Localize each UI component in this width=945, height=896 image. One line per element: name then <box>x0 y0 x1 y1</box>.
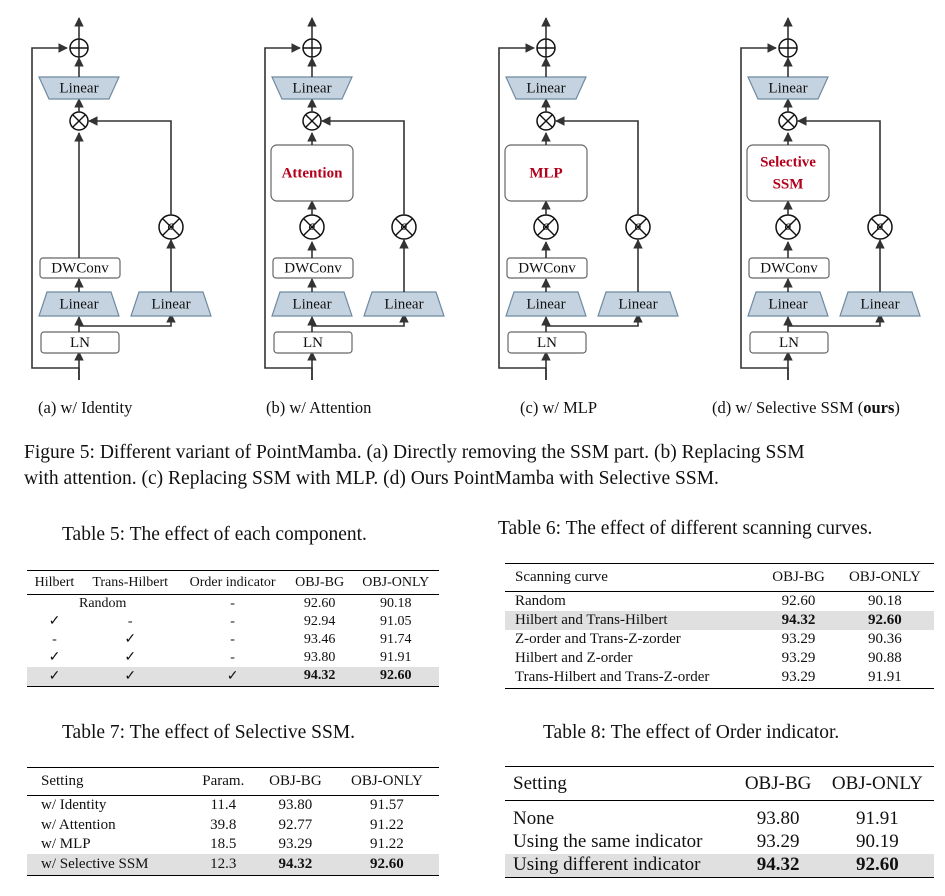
linear-gate-label: Linear <box>151 296 191 313</box>
linear-in-label: Linear <box>768 296 808 313</box>
middle-label-line2: SSM <box>772 176 804 193</box>
table6 <box>505 563 934 689</box>
table-row: Using the same indicator 93.29 90.19 <box>513 831 899 852</box>
linear-out-label: Linear <box>292 80 332 97</box>
sigma-main: σ <box>542 219 550 235</box>
dwconv-box-label: DWConv <box>518 260 576 277</box>
table-row: Trans-Hilbert and Trans-Z-order 93.29 91.91 <box>505 668 934 689</box>
table8-header: OBJ-BG <box>744 772 812 794</box>
figure-caption-line2: with attention. (c) Replacing SSM with MLP. (d) Ours PointMamba with Selective SSM. <box>24 468 719 489</box>
table6-header: Scanning curve <box>515 569 608 585</box>
table5 <box>27 570 439 687</box>
table7 <box>27 767 439 876</box>
table8-header: Setting <box>513 772 567 794</box>
panel-c <box>499 18 678 380</box>
ln-box-label: LN <box>70 334 90 351</box>
middle-label-line1: Selective <box>760 154 816 171</box>
linear-out-label: Linear <box>59 80 99 97</box>
sigma-gate: σ <box>167 219 175 235</box>
table7-header: Param. <box>202 773 245 789</box>
table-row: - ✓ - 93.46 91.74 <box>52 631 412 647</box>
table-row: w/ Identity 11.4 93.80 91.57 <box>41 797 404 814</box>
connector-arrow <box>89 121 171 215</box>
table8-header: OBJ-ONLY <box>831 772 923 794</box>
table5-header: OBJ-ONLY <box>362 574 430 590</box>
panel-b <box>265 18 444 380</box>
table-row: Random 92.60 90.18 <box>515 592 902 609</box>
ln-box-label: LN <box>779 334 799 351</box>
table-row-highlight: ✓ ✓ ✓ 94.32 92.60 <box>27 667 439 687</box>
table5-caption: Table 5: The effect of each component. <box>62 524 367 545</box>
sigma-main: σ <box>784 219 792 235</box>
table8-caption: Table 8: The effect of Order indicator. <box>543 722 840 743</box>
sigma-gate: σ <box>876 219 884 235</box>
table-row-highlight: Using different indicator 94.32 92.60 <box>505 854 934 878</box>
table-row-highlight: Hilbert and Trans-Hilbert 94.32 92.60 <box>505 611 934 630</box>
subcaption-b: (b) w/ Attention <box>266 398 372 417</box>
table5-header: Order indicator <box>189 574 276 590</box>
linear-in-label: Linear <box>292 296 332 313</box>
table-row: Random - 92.60 90.18 <box>78 595 412 611</box>
sigma-gate: σ <box>400 219 408 235</box>
table7-header: Setting <box>41 773 84 789</box>
table-row: Z-order and Trans-Z-zorder 93.29 90.36 <box>515 630 902 647</box>
table8 <box>505 766 934 878</box>
middle-label: MLP <box>529 165 563 182</box>
linear-out-label: Linear <box>526 80 566 97</box>
table-row: w/ MLP 18.5 93.29 91.22 <box>41 835 404 852</box>
table-row: ✓ - - 92.94 91.05 <box>48 613 412 629</box>
table7-header: OBJ-ONLY <box>351 773 423 789</box>
figure-caption-line1: Figure 5: Different variant of PointMamba. (a) Directly removing the SSM part. (b) Replacing SSM <box>24 442 805 463</box>
linear-gate-label: Linear <box>618 296 658 313</box>
middle-block <box>747 145 829 201</box>
table5-header: Trans-Hilbert <box>92 574 169 590</box>
table-row-highlight: w/ Selective SSM 12.3 94.32 92.60 <box>27 854 439 876</box>
dwconv-box-label: DWConv <box>760 260 818 277</box>
dwconv-box-label: DWConv <box>284 260 342 277</box>
table6-header: OBJ-ONLY <box>848 569 921 585</box>
subcaption-d: (d) w/ Selective SSM (ours) <box>712 398 900 417</box>
subcaption-a: (a) w/ Identity <box>38 398 133 417</box>
table-row: ✓ ✓ - 93.80 91.91 <box>48 649 412 665</box>
linear-gate-label: Linear <box>860 296 900 313</box>
figure-5-diagram <box>0 0 945 395</box>
dwconv-box-label: DWConv <box>51 260 109 277</box>
ln-box-label: LN <box>537 334 557 351</box>
middle-label: Attention <box>281 165 343 182</box>
panel-a <box>32 18 211 380</box>
ln-box-label: LN <box>303 334 323 351</box>
table-row: w/ Attention 39.8 92.77 91.22 <box>41 816 404 833</box>
table6-caption: Table 6: The effect of different scanning curves. <box>498 518 873 539</box>
table-row: Hilbert and Z-order 93.29 90.88 <box>515 649 902 666</box>
linear-in-label: Linear <box>59 296 99 313</box>
linear-gate-label: Linear <box>384 296 424 313</box>
table5-header: Hilbert <box>34 574 75 590</box>
subcaption-c: (c) w/ MLP <box>520 398 597 417</box>
table5-header: OBJ-BG <box>295 574 345 590</box>
sigma-gate: σ <box>634 219 642 235</box>
linear-out-label: Linear <box>768 80 808 97</box>
table7-caption: Table 7: The effect of Selective SSM. <box>62 722 356 743</box>
sigma-main: σ <box>308 219 316 235</box>
linear-in-label: Linear <box>526 296 566 313</box>
panel-d <box>741 18 920 380</box>
figure-caption <box>24 440 939 492</box>
table7-header: OBJ-BG <box>269 773 322 789</box>
table-row: None 93.80 91.91 <box>513 807 899 829</box>
table6-header: OBJ-BG <box>772 569 825 585</box>
